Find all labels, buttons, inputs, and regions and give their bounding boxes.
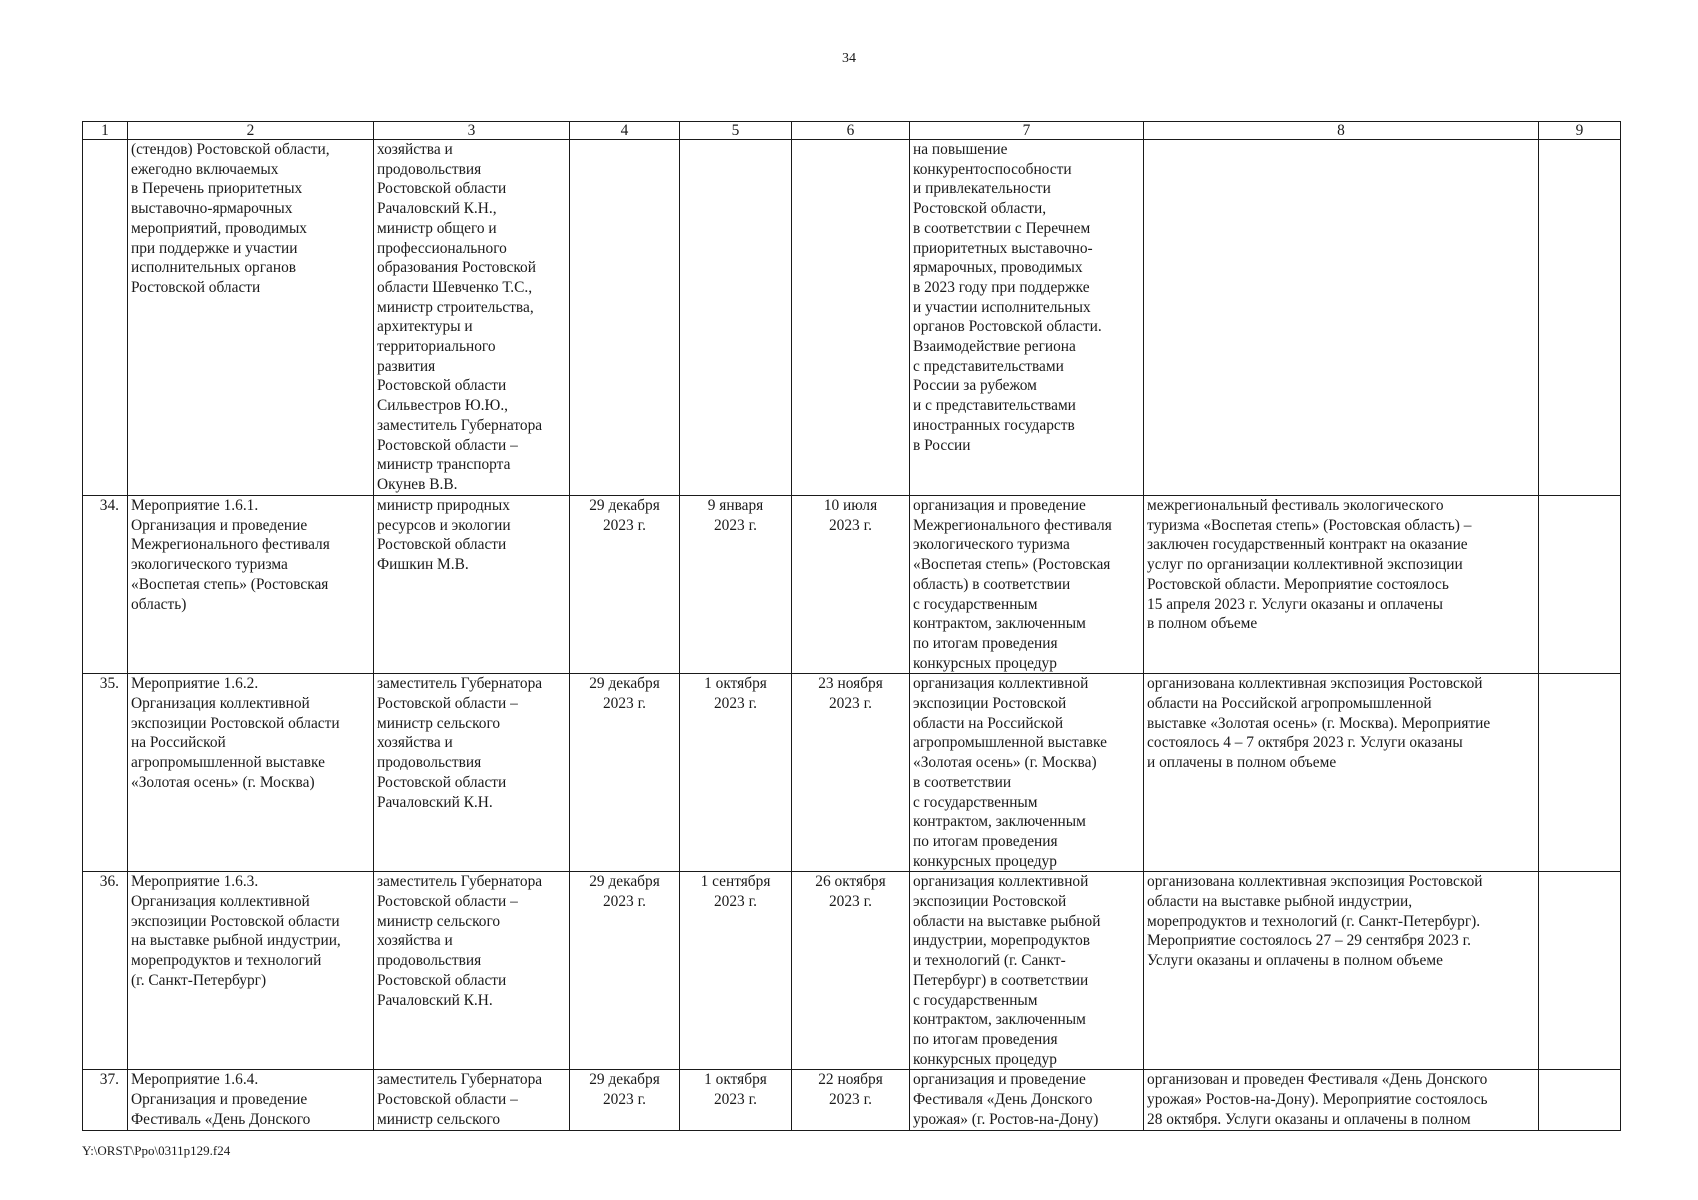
- date-cell: 22 ноября 2023 г.: [792, 1070, 910, 1130]
- responsible-cell: министр природных ресурсов и экологии Ростовской области Фишкин М.В.: [374, 496, 570, 674]
- column-number: 2: [128, 122, 374, 140]
- responsible-cell: заместитель Губернатора Ростовской области – министр сельского хозяйства и продовольствия Ростовской области Рачаловский К.Н.: [374, 872, 570, 1070]
- notes-cell: [1539, 674, 1621, 872]
- footer-file-path: Y:\ORST\Ppo\0311p129.f24: [82, 1143, 231, 1158]
- actual-result-cell: организована коллективная экспозиция Ростовской области на выставке рыбной индустрии, морепродуктов и технологий (г. Санкт-Петербург). Мероприятие состоялось 27 – 29 сентября 2023 г. Услуги оказаны и оплачены в полном объеме: [1144, 872, 1539, 1070]
- column-number-row: [83, 122, 1621, 140]
- column-number: 1: [83, 122, 128, 140]
- table-row-36: [83, 872, 1621, 1070]
- table-row-35: [83, 674, 1621, 872]
- column-number: 5: [680, 122, 792, 140]
- column-number: 8: [1144, 122, 1539, 140]
- column-number: 7: [910, 122, 1144, 140]
- date-cell: 29 декабря 2023 г.: [570, 1070, 680, 1130]
- date-cell: 9 января 2023 г.: [680, 496, 792, 674]
- date-cell: 29 декабря 2023 г.: [570, 496, 680, 674]
- expected-result-cell: на повышение конкурентоспособности и привлекательности Ростовской области, в соответствии с Перечнем приоритетных выставочно- ярмарочных, проводимых в 2023 году при поддержке и участии исполнительных органов Ростовской области. Взаимодействие региона с представительствами России за рубежом и с представительствами иностранных государств в России: [910, 140, 1144, 496]
- date-cell: 23 ноября 2023 г.: [792, 674, 910, 872]
- date-cell: 29 декабря 2023 г.: [570, 872, 680, 1070]
- actual-result-cell: организована коллективная экспозиция Ростовской области на Российской агропромышленной выставке «Золотая осень» (г. Москва). Мероприятие состоялось 4 – 7 октября 2023 г. Услуги оказаны и оплачены в полном объеме: [1144, 674, 1539, 872]
- responsible-cell: заместитель Губернатора Ростовской области – министр сельского хозяйства и продовольствия Ростовской области Рачаловский К.Н.: [374, 674, 570, 872]
- date-cell: 10 июля 2023 г.: [792, 496, 910, 674]
- date-cell: 1 октября 2023 г.: [680, 674, 792, 872]
- actual-result-cell: [1144, 140, 1539, 496]
- row-number-cell: 36.: [83, 872, 128, 1070]
- column-number: 6: [792, 122, 910, 140]
- report-table: [82, 121, 1621, 1131]
- row-number-cell: [83, 140, 128, 496]
- column-number: 9: [1539, 122, 1621, 140]
- date-cell: 26 октября 2023 г.: [792, 872, 910, 1070]
- row-number-cell: 34.: [83, 496, 128, 674]
- date-cell: 29 декабря 2023 г.: [570, 674, 680, 872]
- table-row-34: [83, 496, 1621, 674]
- event-name-cell: Мероприятие 1.6.3. Организация коллективной экспозиции Ростовской области на выставке рыбной индустрии, морепродуктов и технологий (г. Санкт-Петербург): [128, 872, 374, 1070]
- date-cell: [792, 140, 910, 496]
- column-number: 4: [570, 122, 680, 140]
- expected-result-cell: организация и проведение Фестиваля «День Донского урожая» (г. Ростов-на-Дону): [910, 1070, 1144, 1130]
- event-name-cell: Мероприятие 1.6.1. Организация и проведение Межрегионального фестиваля экологического туризма «Воспетая степь» (Ростовская область): [128, 496, 374, 674]
- responsible-cell: хозяйства и продовольствия Ростовской области Рачаловский К.Н., министр общего и профессионального образования Ростовской области Шевченко Т.С., министр строительства, архитектуры и территориального развития Ростовской области Сильвестров Ю.Ю., заместитель Губернатора Ростовской области – министр транспорта Окунев В.В.: [374, 140, 570, 496]
- notes-cell: [1539, 1070, 1621, 1130]
- expected-result-cell: организация коллективной экспозиции Ростовской области на выставке рыбной индустрии, морепродуктов и технологий (г. Санкт- Петербург) в соответствии с государственным контрактом, заключенным по итогам проведения конкурсных процедур: [910, 872, 1144, 1070]
- date-cell: 1 сентября 2023 г.: [680, 872, 792, 1070]
- column-number: 3: [374, 122, 570, 140]
- actual-result-cell: организован и проведен Фестиваля «День Донского урожая» Ростов-на-Дону). Мероприятие состоялось 28 октября. Услуги оказаны и оплачены в полном: [1144, 1070, 1539, 1130]
- actual-result-cell: межрегиональный фестиваль экологического туризма «Воспетая степь» (Ростовская область) – заключен государственный контракт на оказание услуг по организации коллективной экспозиции Ростовской области. Мероприятие состоялось 15 апреля 2023 г. Услуги оказаны и оплачены в полном объеме: [1144, 496, 1539, 674]
- date-cell: [680, 140, 792, 496]
- notes-cell: [1539, 496, 1621, 674]
- event-name-cell: Мероприятие 1.6.4. Организация и проведение Фестиваль «День Донского: [128, 1070, 374, 1130]
- date-cell: 1 октября 2023 г.: [680, 1070, 792, 1130]
- notes-cell: [1539, 140, 1621, 496]
- expected-result-cell: организация и проведение Межрегионального фестиваля экологического туризма «Воспетая степь» (Ростовская область) в соответствии с государственным контрактом, заключенным по итогам проведения конкурсных процедур: [910, 496, 1144, 674]
- page-number: 34: [842, 51, 856, 66]
- notes-cell: [1539, 872, 1621, 1070]
- event-name-cell: Мероприятие 1.6.2. Организация коллективной экспозиции Ростовской области на Российской агропромышленной выставке «Золотая осень» (г. Москва): [128, 674, 374, 872]
- event-name-cell: (стендов) Ростовской области, ежегодно включаемых в Перечень приоритетных выставочно-ярмарочных мероприятий, проводимых при поддержке и участии исполнительных органов Ростовской области: [128, 140, 374, 496]
- row-number-cell: 35.: [83, 674, 128, 872]
- table-row-continuation: [83, 140, 1621, 496]
- date-cell: [570, 140, 680, 496]
- responsible-cell: заместитель Губернатора Ростовской области – министр сельского: [374, 1070, 570, 1130]
- table-row-37: [83, 1070, 1621, 1130]
- row-number-cell: 37.: [83, 1070, 128, 1130]
- expected-result-cell: организация коллективной экспозиции Ростовской области на Российской агропромышленной выставке «Золотая осень» (г. Москва) в соответствии с государственным контрактом, заключенным по итогам проведения конкурсных процедур: [910, 674, 1144, 872]
